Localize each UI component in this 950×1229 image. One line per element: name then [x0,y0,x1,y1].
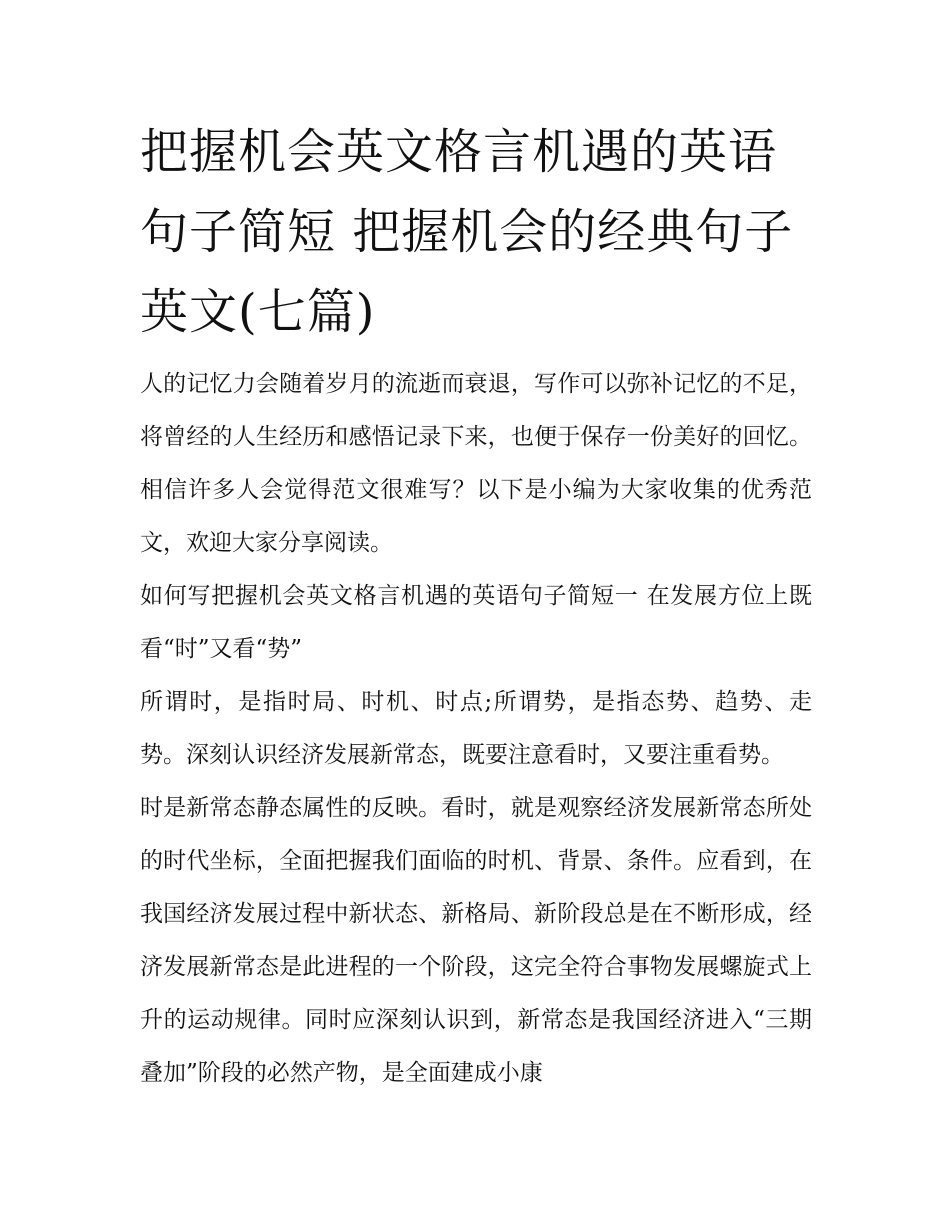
paragraph-shi-shi-definition: 所谓时，是指时局、时机、时点;所谓势，是指态势、趋势、走势。深刻认识经济发展新常态，既要注意看时，又要注重看势。 [140,689,812,768]
document-title: 把握机会英文格言机遇的英语句子简短 把握机会的经典句子英文(七篇) [140,124,794,340]
paragraph-intro: 人的记忆力会随着岁月的流逝而衰退，写作可以弥补记忆的不足，将曾经的人生经历和感悟记录下来，也便于保存一份美好的回忆。相信许多人会觉得范文很难写？以下是小编为大家收集的优秀范文，欢迎大家分享阅读。 [140,371,812,556]
paragraph-heading-one: 如何写把握机会英文格言机遇的英语句子简短一 在发展方位上既看“时”又看“势” [140,583,812,662]
paragraph-shi-analysis: 时是新常态静态属性的反映。看时，就是观察经济发展新常态所处的时代坐标，全面把握我们面临的时机、背景、条件。应看到，在我国经济发展过程中新状态、新格局、新阶段总是在不断形成，经济发展新常态是此进程的一个阶段，这完全符合事物发展螺旋式上升的运动规律。同时应深刻认识到，新常态是我国经济进入“三期叠加”阶段的必然产物，是全面建成小康 [140,795,812,1086]
document-body [140,358,812,1100]
document-content [140,112,812,1100]
